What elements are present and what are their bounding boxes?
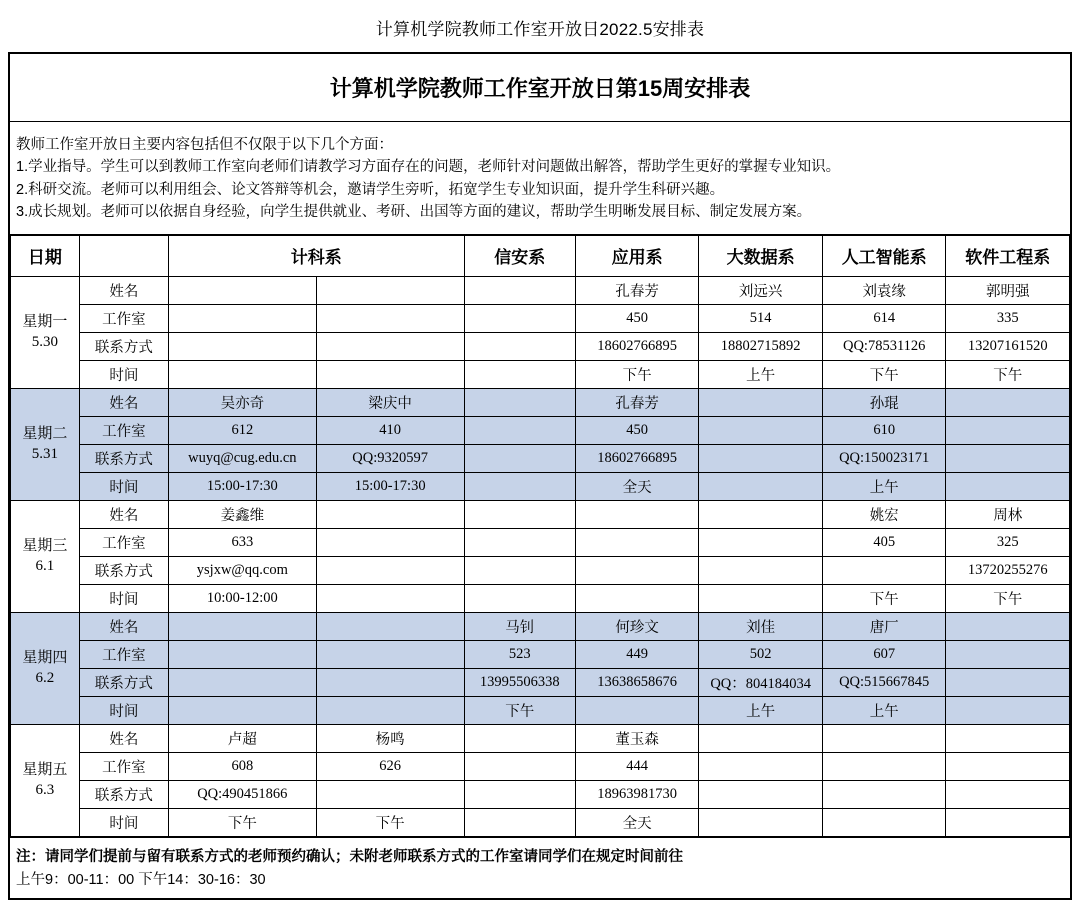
intro-item-1: 1.学业指导。学生可以到教师工作室向老师们请教学习方面存在的问题，老师针对问题做出解答，帮助学生更好的掌握专业知识。 [16, 159, 841, 176]
table-cell [464, 752, 575, 780]
table-cell: 姜鑫维 [168, 500, 316, 528]
table-cell: 612 [168, 416, 316, 444]
table-cell [464, 276, 575, 304]
table-cell [316, 668, 464, 696]
table-cell: 孙琨 [822, 388, 946, 416]
table-cell [316, 360, 464, 388]
row-label: 时间 [79, 360, 168, 388]
footer-time-line: 上午9：00-11：00 下午14：30-16：30 [16, 872, 266, 889]
table-cell: 上午 [822, 696, 946, 724]
table-cell: 郭明强 [946, 276, 1070, 304]
table-cell [946, 752, 1070, 780]
table-cell [699, 752, 823, 780]
table-cell: 523 [464, 640, 575, 668]
table-cell [464, 416, 575, 444]
table-cell [822, 780, 946, 808]
table-cell [699, 780, 823, 808]
table-cell [946, 640, 1070, 668]
table-cell [822, 556, 946, 584]
row-label: 工作室 [79, 528, 168, 556]
table-cell: 444 [575, 752, 699, 780]
col-header-yingyong: 应用系 [575, 235, 699, 276]
table-row [11, 808, 1070, 836]
footer-note-text: 请同学们提前与留有联系方式的老师预约确认；未附老师联系方式的工作室请同学们在规定时间前往 [45, 848, 683, 865]
day-cell [11, 388, 80, 500]
table-cell: 405 [822, 528, 946, 556]
row-label: 姓名 [79, 276, 168, 304]
schedule-table-body [11, 276, 1070, 836]
table-cell [464, 584, 575, 612]
table-cell: QQ:515667845 [822, 668, 946, 696]
table-cell [946, 724, 1070, 752]
table-cell: QQ:490451866 [168, 780, 316, 808]
table-cell [316, 640, 464, 668]
table-cell [168, 276, 316, 304]
table-cell: 下午 [822, 584, 946, 612]
footer-note-lead: 注： [16, 848, 45, 865]
table-cell [316, 276, 464, 304]
table-cell [946, 472, 1070, 500]
row-label: 时间 [79, 696, 168, 724]
table-cell: 15:00-17:30 [316, 472, 464, 500]
table-row [11, 724, 1070, 752]
table-cell: 吴亦奇 [168, 388, 316, 416]
table-row [11, 668, 1070, 696]
table-cell: 孔春芳 [575, 276, 699, 304]
table-cell: 610 [822, 416, 946, 444]
table-cell [575, 584, 699, 612]
table-cell [946, 780, 1070, 808]
day-name: 星期五 [22, 762, 68, 779]
table-cell [316, 304, 464, 332]
table-cell [946, 808, 1070, 836]
day-date: 6.3 [35, 782, 55, 799]
day-cell [11, 276, 80, 388]
row-label: 工作室 [79, 752, 168, 780]
table-cell [316, 696, 464, 724]
intro-item-2: 2.科研交流。老师可以利用组会、论文答辩等机会，邀请学生旁听，拓宽学生专业知识面，提升学生科研兴趣。 [16, 181, 725, 198]
table-cell [168, 304, 316, 332]
row-label: 时间 [79, 584, 168, 612]
col-header-rengongzhineng: 人工智能系 [822, 235, 946, 276]
table-cell: 下午 [946, 584, 1070, 612]
table-cell [464, 724, 575, 752]
table-cell [168, 696, 316, 724]
table-row [11, 752, 1070, 780]
table-row [11, 584, 1070, 612]
table-cell: 18802715892 [699, 332, 823, 360]
page-title: 计算机学院教师工作室开放日第15周安排表 [10, 54, 1070, 122]
table-cell: 15:00-17:30 [168, 472, 316, 500]
table-cell: 梁庆中 [316, 388, 464, 416]
row-label: 时间 [79, 808, 168, 836]
table-cell [464, 332, 575, 360]
table-cell: 马钊 [464, 612, 575, 640]
table-cell: 上午 [822, 472, 946, 500]
table-row [11, 528, 1070, 556]
table-cell: 18602766895 [575, 332, 699, 360]
table-cell [168, 640, 316, 668]
table-cell: 全天 [575, 472, 699, 500]
table-cell: QQ:9320597 [316, 444, 464, 472]
table-cell: 刘佳 [699, 612, 823, 640]
table-cell: 唐厂 [822, 612, 946, 640]
table-row [11, 304, 1070, 332]
table-cell [699, 556, 823, 584]
table-cell: 下午 [822, 360, 946, 388]
row-label: 联系方式 [79, 780, 168, 808]
table-cell: 刘远兴 [699, 276, 823, 304]
row-label: 姓名 [79, 500, 168, 528]
table-cell [575, 500, 699, 528]
table-row [11, 332, 1070, 360]
col-header-field [79, 235, 168, 276]
col-header-dashuju: 大数据系 [699, 235, 823, 276]
day-cell [11, 612, 80, 724]
document-header-title: 计算机学院教师工作室开放日2022.5安排表 [375, 20, 705, 39]
table-row [11, 640, 1070, 668]
table-cell [699, 416, 823, 444]
table-cell: 335 [946, 304, 1070, 332]
row-label: 时间 [79, 472, 168, 500]
table-cell [316, 500, 464, 528]
table-cell [464, 472, 575, 500]
table-cell [946, 612, 1070, 640]
row-label: 联系方式 [79, 556, 168, 584]
table-cell: 608 [168, 752, 316, 780]
table-cell [316, 584, 464, 612]
intro-block [10, 122, 1070, 235]
row-label: 联系方式 [79, 444, 168, 472]
table-cell [699, 808, 823, 836]
day-date: 5.31 [31, 446, 59, 463]
row-label: 工作室 [79, 416, 168, 444]
col-header-ruanjian: 软件工程系 [946, 235, 1070, 276]
table-cell: 孔春芳 [575, 388, 699, 416]
table-cell: 周林 [946, 500, 1070, 528]
table-cell [316, 780, 464, 808]
table-cell: 下午 [168, 808, 316, 836]
schedule-frame [8, 52, 1072, 900]
table-cell [699, 472, 823, 500]
table-row [11, 780, 1070, 808]
intro-item-3: 3.成长规划。老师可以依据自身经验，向学生提供就业、考研、出国等方面的建议，帮助学生明晰发展目标、制定发展方案。 [16, 204, 812, 221]
table-row [11, 696, 1070, 724]
table-cell [822, 724, 946, 752]
table-cell: ysjxw@qq.com [168, 556, 316, 584]
table-cell [464, 444, 575, 472]
table-cell: 13638658676 [575, 668, 699, 696]
table-cell: QQ:78531126 [822, 332, 946, 360]
table-row [11, 388, 1070, 416]
table-cell: 13720255276 [946, 556, 1070, 584]
table-cell [699, 528, 823, 556]
table-row [11, 416, 1070, 444]
table-row [11, 612, 1070, 640]
table-cell [464, 528, 575, 556]
table-cell: 450 [575, 304, 699, 332]
day-cell [11, 500, 80, 612]
table-row [11, 472, 1070, 500]
day-name: 星期二 [22, 426, 68, 443]
day-cell [11, 724, 80, 836]
table-cell [946, 416, 1070, 444]
table-cell: 下午 [316, 808, 464, 836]
day-date: 6.2 [35, 670, 55, 687]
table-cell: 何珍文 [575, 612, 699, 640]
row-label: 姓名 [79, 724, 168, 752]
row-label: 姓名 [79, 388, 168, 416]
table-row [11, 444, 1070, 472]
row-label: 姓名 [79, 612, 168, 640]
table-cell: 10:00-12:00 [168, 584, 316, 612]
table-cell [316, 528, 464, 556]
table-row [11, 500, 1070, 528]
table-cell: 杨鸣 [316, 724, 464, 752]
table-row [11, 276, 1070, 304]
table-cell [699, 388, 823, 416]
col-header-jike: 计科系 [168, 235, 464, 276]
table-cell: 607 [822, 640, 946, 668]
table-cell: 上午 [699, 696, 823, 724]
table-cell [464, 304, 575, 332]
table-cell: 450 [575, 416, 699, 444]
table-cell: 18963981730 [575, 780, 699, 808]
table-cell [699, 500, 823, 528]
table-cell: 下午 [946, 360, 1070, 388]
table-cell: 卢超 [168, 724, 316, 752]
table-cell [464, 388, 575, 416]
day-name: 星期三 [22, 538, 68, 555]
row-label: 工作室 [79, 640, 168, 668]
table-cell [316, 612, 464, 640]
table-cell [575, 696, 699, 724]
table-cell: 刘袁缘 [822, 276, 946, 304]
table-cell: 410 [316, 416, 464, 444]
day-name: 星期四 [22, 650, 68, 667]
table-cell: 上午 [699, 360, 823, 388]
table-cell: QQ：804184034 [699, 668, 823, 696]
col-header-date: 日期 [11, 235, 80, 276]
table-cell [464, 500, 575, 528]
table-cell [168, 612, 316, 640]
table-cell: 董玉森 [575, 724, 699, 752]
table-cell: 449 [575, 640, 699, 668]
table-cell [316, 332, 464, 360]
table-cell: 下午 [464, 696, 575, 724]
table-cell [316, 556, 464, 584]
day-name: 星期一 [22, 314, 68, 331]
table-cell: 13995506338 [464, 668, 575, 696]
footer-note-line [16, 846, 1064, 869]
table-cell [946, 388, 1070, 416]
table-cell [946, 668, 1070, 696]
table-cell [464, 556, 575, 584]
row-label: 联系方式 [79, 668, 168, 696]
table-header-row [11, 235, 1070, 276]
table-cell [699, 724, 823, 752]
table-cell [946, 444, 1070, 472]
table-cell [575, 556, 699, 584]
table-cell [464, 808, 575, 836]
table-cell [464, 780, 575, 808]
table-cell [168, 668, 316, 696]
table-cell [168, 332, 316, 360]
table-cell [822, 752, 946, 780]
col-header-xinan: 信安系 [464, 235, 575, 276]
table-cell: 633 [168, 528, 316, 556]
table-cell [168, 360, 316, 388]
table-row [11, 360, 1070, 388]
table-cell [822, 808, 946, 836]
table-cell [946, 696, 1070, 724]
table-cell [464, 360, 575, 388]
schedule-table [10, 235, 1070, 837]
table-cell: 626 [316, 752, 464, 780]
table-cell: 514 [699, 304, 823, 332]
footer-note [10, 837, 1070, 898]
table-cell: 下午 [575, 360, 699, 388]
table-cell [699, 444, 823, 472]
table-cell [699, 584, 823, 612]
table-cell: 325 [946, 528, 1070, 556]
table-cell: 13207161520 [946, 332, 1070, 360]
row-label: 联系方式 [79, 332, 168, 360]
table-cell: QQ:150023171 [822, 444, 946, 472]
table-cell: 姚宏 [822, 500, 946, 528]
table-row [11, 556, 1070, 584]
table-cell: 全天 [575, 808, 699, 836]
table-cell: 502 [699, 640, 823, 668]
table-cell: wuyq@cug.edu.cn [168, 444, 316, 472]
intro-lead: 教师工作室开放日主要内容包括但不仅限于以下几个方面： [16, 137, 393, 153]
table-cell: 18602766895 [575, 444, 699, 472]
row-label: 工作室 [79, 304, 168, 332]
day-date: 5.30 [31, 334, 59, 351]
table-cell: 614 [822, 304, 946, 332]
table-cell [575, 528, 699, 556]
day-date: 6.1 [35, 558, 55, 575]
